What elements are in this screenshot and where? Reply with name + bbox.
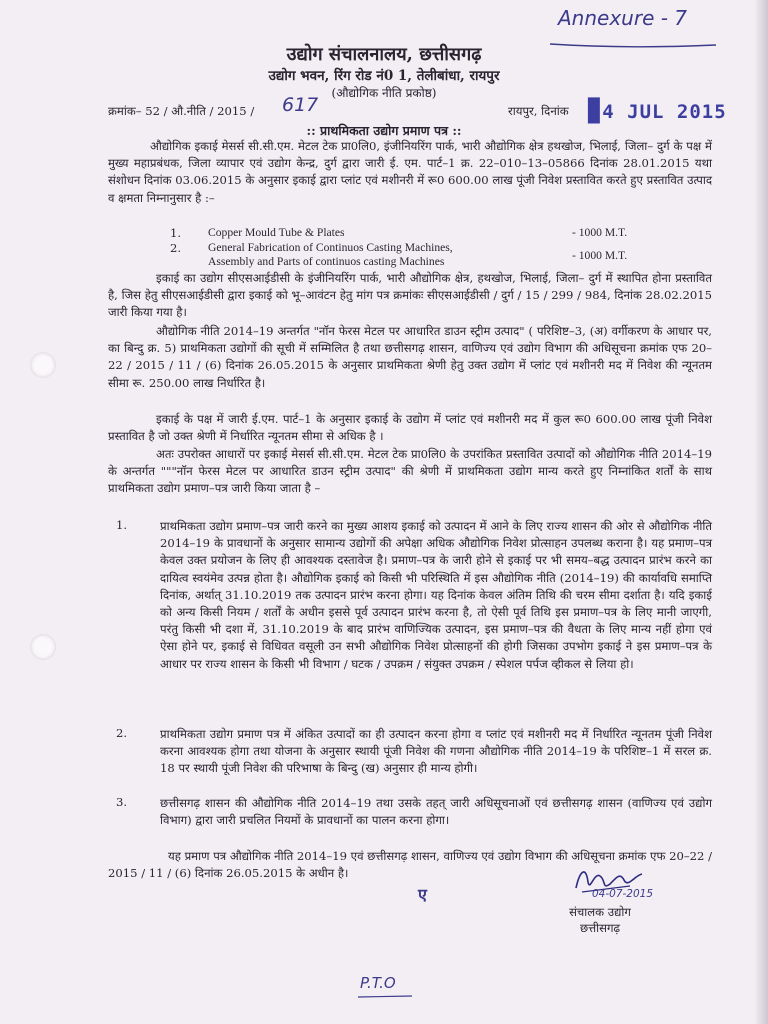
paragraph-subject-to-notification: यह प्रमाण पत्र औद्योगिक नीति 2014–19 एवं छत्तीसगढ़ शासन, वाणिज्य एवं उद्योग विभाग की अधिसूचना क्रमांक एफ 20–22 / 2015 / 11 / (6) दिनांक 26.05.2015 के अधीन है।: [108, 849, 712, 881]
condition-text: प्राथमिकता उद्योग प्रमाण पत्र में अंकित उत्पादों का ही उत्पादन करना होगा व प्लांट एवं मशीनरी मद में निर्धारित न्यूनतम पूंजी निवेश करना आवश्यक होगा तथा योजना के अनुसार स्थायी पूंजी निवेश की गणना औद्योगिक नीति 2014–19 के परिशिष्ट–1 में सरल क्र. 18 पर स्थायी पूंजी निवेश की परिभाषा के बिन्दु (ख) अनुसार ही मान्य होगी।: [160, 727, 712, 776]
date-stamp-text: 4 JUL 2015: [602, 101, 727, 123]
punch-hole-top: [30, 352, 56, 378]
place-date-label: रायपुर, दिनांक: [508, 104, 569, 118]
product-item-number: 1.: [170, 226, 182, 240]
paragraph-unit-details: औद्योगिक इकाई मेसर्स सी.सी.एम. मेटल टेक प्रा0लि0, इंजीनियरिंग पार्क, भारी औद्योगिक क्षेत्र हथखोज, भिलाई, जिला– दुर्ग के पक्ष में मुख्य महाप्रबंधक, जिला व्यापार एवं उद्योग केन्द्र, दुर्ग द्वारा जारी ई. एम. पार्ट–1 क्र. 22–010–13–05866 दिनांक 28.01.2015 यथा संशोधन दिनांक 03.06.2015 के अनुसार इकाई द्वारा प्लांट एवं मशीनरी में रू0 600.00 लाख पूंजी निवेश प्रस्तावित करते हुए प्रस्तावित उत्पाद व क्षमता निम्नानुसार है :–: [108, 139, 712, 205]
reference-number: क्रमांक– 52 / औ.नीति / 2015 /: [108, 104, 255, 118]
product-item-name: General Fabrication of Continuos Casting Machines,: [208, 241, 453, 254]
condition-number: 1.: [116, 518, 128, 532]
pto-note: P.T.O: [360, 974, 396, 992]
product-item-name: Copper Mould Tube & Plates: [208, 226, 345, 239]
handwritten-mark: ए: [418, 885, 427, 904]
signatory-state: छत्तीसगढ़: [579, 921, 621, 935]
signatory-block: [540, 904, 660, 936]
paragraph-land-allotment: इकाई का उद्योग सीएसआईडीसी के इंजीनियरिंग पार्क, भारी औद्योगिक क्षेत्र, हथखोज, भिलाई, जिला– दुर्ग में स्थापित होना प्रस्तावित है, जिस हेतु सीएसआईडीसी द्वारा इकाई को भू–आवंटन हेतु मांग पत्र क्रमांकः सीएसआईडीसी / दुर्ग / 15 / 299 / 984, दिनांक 28.02.2015 जारी किया गया है।: [108, 271, 712, 320]
condition-text: प्राथमिकता उद्योग प्रमाण–पत्र जारी करने का मुख्य आशय इकाई को उत्पादन में आने के लिए राज्य शासन की ओर से औद्योगिक नीति 2014–19 के प्रावधानों के अनुसार सामान्य उद्योगों की अपेक्षा अधिक औद्योगिक निवेश प्रोत्साहन उपलब्ध कराना है। यह प्रमाण–पत्र केवल उक्त प्रयोजन के लिए ही आवश्यक दस्तावेज है। प्रमाण–पत्र के जारी होने से इकाई पर भी समय–बद्ध उत्पादन प्रारंभ करने का दायित्व स्वयंमेव उत्पन्न होता है। औद्योगिक इकाई को किसी भी परिस्थिति में इस औद्योगिक नीति (2014–19) की कार्यावधि समाप्ति दिनांक, अर्थात् 31.10.2019 तक उत्पादन प्रारंभ करना होगा। यह दिनांक केवल अंतिम तिथि की चरम सीमा दर्शाता है। यदि इकाई को अन्य किसी नियम / शर्तों के अधीन इससे पूर्व उत्पादन प्रारंभ करना है, तो ऐसी पूर्व तिथि इस प्रमाण–पत्र के लिए मानी जाएगी, परंतु किसी भी दशा में, 31.10.2019 के बाद प्रारंभ वाणिज्यिक उत्पादन, इस प्रमाण–पत्र की वैधता के लिए मान्य नहीं होगा एवं ऐसा होने पर, इकाई से विधिवत वसूली उन सभी औद्योगिक निवेश प्रोत्साहनों की होगी जिसका उपभोग इकाई ने इस प्रमाण–पत्र के आधार पर राज्य शासन के किसी भी विभाग / घटक / उपक्रम / संयुक्त उपक्रम / स्पेशल पर्पज व्हीकल से लिया हो।: [160, 519, 712, 671]
product-item-capacity: - 1000 M.T.: [572, 249, 628, 262]
paper-edge-shadow: [754, 0, 768, 1024]
condition-number: 2.: [116, 726, 128, 740]
pto-underline: [356, 994, 416, 1000]
condition-text: छत्तीसगढ़ शासन की औद्योगिक नीति 2014–19 तथा उसके तहत् जारी अधिसूचनाओं एवं छत्तीसगढ़ शासन (वाणिज्य एवं उद्योग विभाग) द्वारा जारी प्रचलित नियमों के प्रावधानों का पालन करना होगा।: [160, 796, 712, 828]
paragraph-certificate-issue: अतः उपरोक्त आधारों पर इकाई मेसर्स सी.सी.एम. मेटल टेक प्रा0लि0 के उपरांकित प्रस्तावित उत्पादों को औद्योगिक नीति 2014–19 के अन्तर्गत """नॉन फेरस मेटल पर आधारित डाउन स्ट्रीम उत्पाद" की श्रेणी में प्राथमिकता उद्योग मान्य करते हुए निम्नांकित शर्तों के साथ प्राथमिकता उद्योग प्रमाण–पत्र जारी किया जाता है –: [108, 447, 712, 496]
punch-hole-bottom: [30, 634, 56, 660]
issue-number-handwritten: 617: [282, 94, 319, 116]
paragraph-investment: इकाई के पक्ष में जारी ई.एम. पार्ट–1 के अनुसार इकाई के उद्योग में प्लांट एवं मशीनरी मद में कुल रू0 600.00 लाख पूंजी निवेश प्रस्तावित है जो उक्त श्रेणी में निर्धारित न्यूनतम सीमा से अधिक है ।: [108, 412, 712, 444]
annexure-note: Annexure - 7: [558, 6, 688, 30]
signature-date: 04-07-2015: [592, 888, 654, 900]
signatory-title: संचालक उद्योग: [569, 905, 631, 919]
date-stamp: ▉4 JUL 2015: [588, 99, 727, 124]
product-item-number: 2.: [170, 241, 182, 255]
certificate-subject: :: प्राथमिकता उद्योग प्रमाण पत्र ::: [306, 123, 462, 138]
product-item-capacity: - 1000 M.T.: [572, 226, 628, 239]
product-item-name-continued: Assembly and Parts of continuos casting Machines: [208, 255, 445, 268]
condition-number: 3.: [116, 795, 128, 809]
office-cell: (औद्योगिक नीति प्रकोष्ठ): [331, 86, 437, 100]
office-name: उद्योग संचालनालय, छत्तीसगढ़: [286, 44, 482, 65]
office-address: उद्योग भवन, रिंग रोड नं0 1, तेलीबांधा, रायपुर: [268, 68, 500, 84]
paragraph-policy-category: औद्योगिक नीति 2014–19 अन्तर्गत "नॉन फेरस मेटल पर आधारित डाउन स्ट्रीम उत्पाद" ( परिशिष्ट–3, (अ) वर्गीकरण के आधार पर, का बिन्दु क्र. 5) प्राथमिकता उद्योगों की सूची में सम्मिलित है तथा छत्तीसगढ़ शासन, वाणिज्य एवं उद्योग विभाग की अधिसूचना क्रमांक एफ 20–22 / 2015 / 11 / (6) दिनांक 26.05.2015 के अनुसार प्राथमिकता श्रेणी हेतु उक्त उद्योग में प्लांट एवं मशीनरी मद में निवेश की न्यूनतम सीमा रू. 250.00 लाख निर्धारित है।: [108, 324, 712, 390]
